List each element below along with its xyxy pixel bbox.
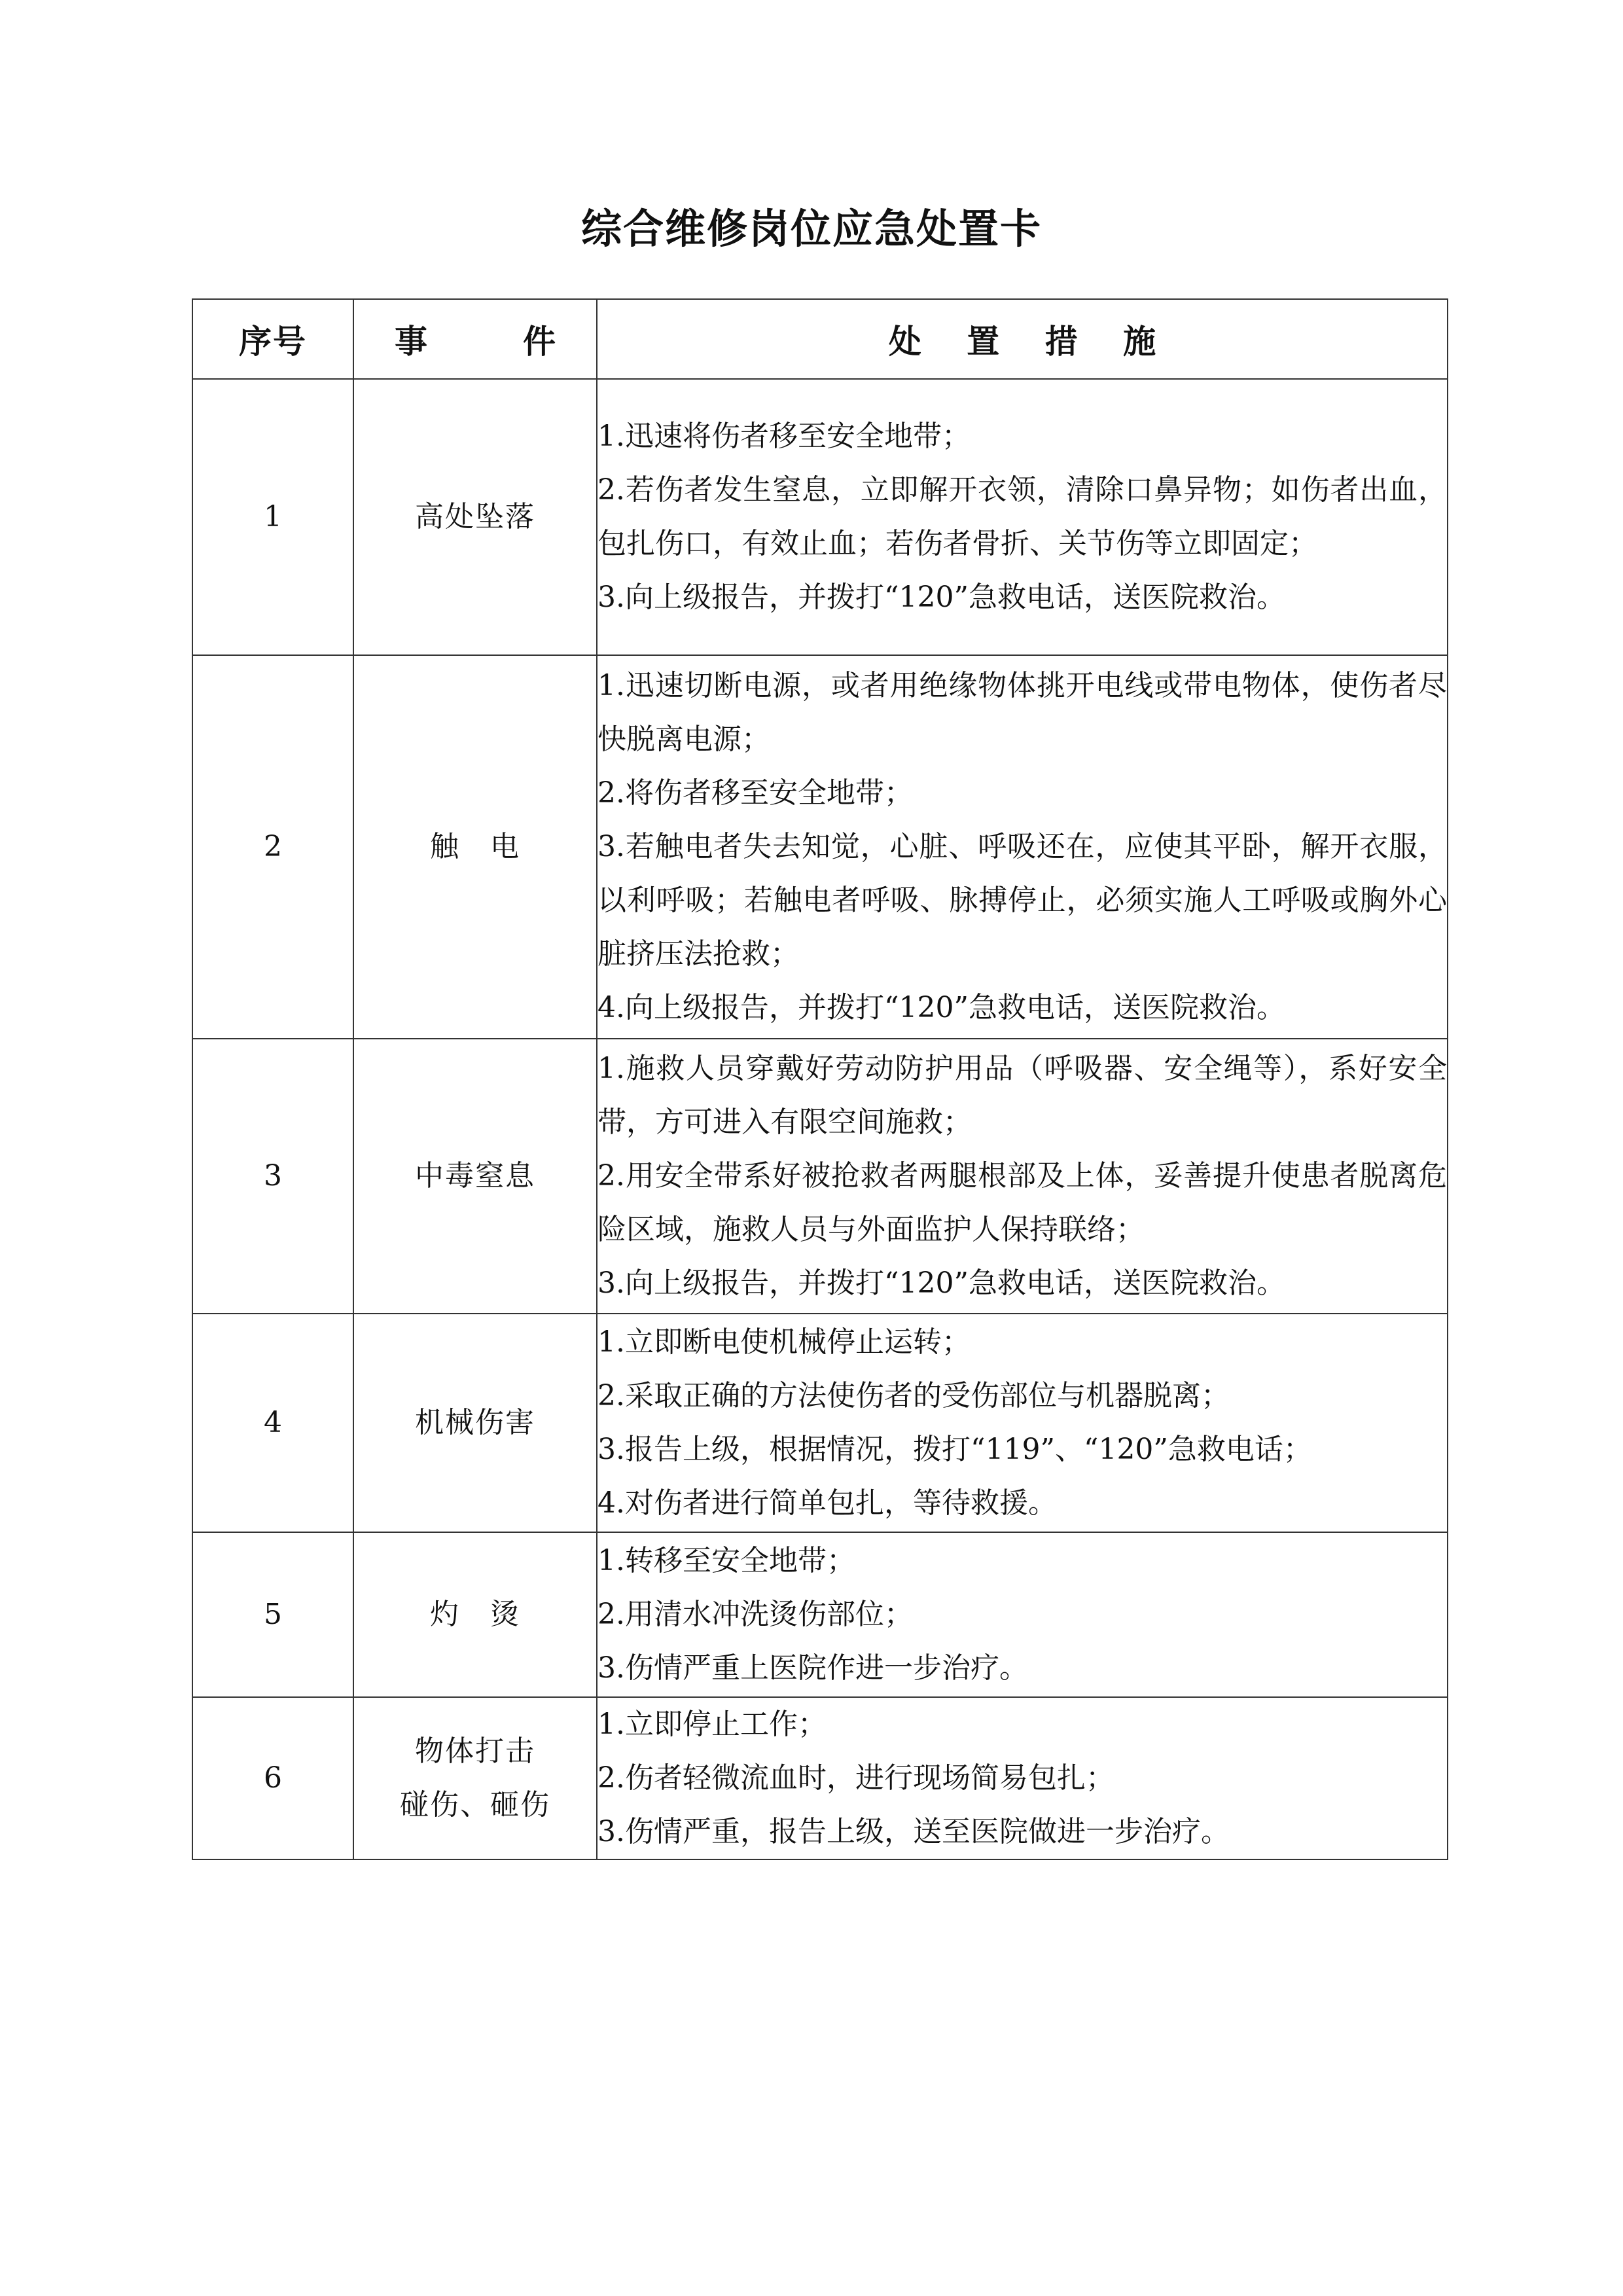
row-number: 3 bbox=[192, 1039, 353, 1314]
header-event: 事 件 bbox=[353, 299, 597, 379]
row-measures bbox=[597, 1532, 1448, 1697]
table-row bbox=[192, 1314, 1448, 1532]
measure-step: 1.施救人员穿戴好劳动防护用品（呼吸器、安全绳等），系好安全带，方可进入有限空间施救； bbox=[597, 1052, 1447, 1139]
row-event bbox=[353, 655, 597, 1039]
row-measures bbox=[597, 1314, 1448, 1532]
row-number: 1 bbox=[192, 379, 353, 655]
row-measures bbox=[597, 1039, 1448, 1314]
row-measures bbox=[597, 1697, 1448, 1859]
measure-step: 2.用清水冲洗烫伤部位； bbox=[597, 1598, 913, 1631]
event-label: 灼 烫 bbox=[430, 1598, 520, 1631]
measure-step: 3.报告上级，根据情况，拨打“119”、“120”急救电话； bbox=[597, 1433, 1312, 1466]
table-row bbox=[192, 379, 1448, 655]
row-event bbox=[353, 1532, 597, 1697]
row-number: 2 bbox=[192, 655, 353, 1039]
row-number: 6 bbox=[192, 1697, 353, 1859]
row-event bbox=[353, 1697, 597, 1859]
measure-step: 1.迅速切断电源，或者用绝缘物体挑开电线或带电物体，使伤者尽快脱离电源； bbox=[597, 669, 1447, 756]
measure-step: 3.向上级报告，并拨打“120”急救电话，送医院救治。 bbox=[597, 1266, 1285, 1300]
page-title: 综合维修岗位应急处置卡 bbox=[580, 205, 1042, 253]
table-header-row bbox=[192, 299, 1448, 379]
measure-step: 1.转移至安全地带； bbox=[597, 1544, 855, 1577]
measure-step: 3.伤情严重上医院作进一步治疗。 bbox=[597, 1651, 1028, 1685]
event-label: 机械伤害 bbox=[415, 1406, 535, 1439]
measure-step: 1.立即断电使机械停止运转； bbox=[597, 1325, 971, 1359]
event-label: 物体打击 bbox=[415, 1734, 535, 1768]
emergency-card-table bbox=[192, 298, 1448, 1860]
measure-step: 2.若伤者发生窒息，立即解开衣领，清除口鼻异物；如伤者出血，包扎伤口，有效止血；若伤者骨折、关节伤等立即固定； bbox=[597, 473, 1447, 560]
measure-step: 2.用安全带系好被抢救者两腿根部及上体，妥善提升使患者脱离危险区域，施救人员与外面监护人保持联络； bbox=[597, 1159, 1447, 1246]
header-measures: 处 置 措 施 bbox=[597, 299, 1448, 379]
measure-step: 2.采取正确的方法使伤者的受伤部位与机器脱离； bbox=[597, 1379, 1230, 1412]
measure-step: 4.向上级报告，并拨打“120”急救电话，送医院救治。 bbox=[597, 991, 1285, 1024]
row-measures bbox=[597, 655, 1448, 1039]
measure-step: 3.向上级报告，并拨打“120”急救电话，送医院救治。 bbox=[597, 581, 1285, 614]
table-row bbox=[192, 1039, 1448, 1314]
table-row bbox=[192, 655, 1448, 1039]
measure-step: 3.若触电者失去知觉，心脏、呼吸还在，应使其平卧，解开衣服，以利呼吸；若触电者呼吸、脉搏停止，必须实施人工呼吸或胸外心脏挤压法抢救； bbox=[597, 830, 1447, 971]
event-label: 触 电 bbox=[430, 830, 520, 863]
measure-step: 1.迅速将伤者移至安全地带； bbox=[597, 420, 971, 453]
measure-step: 3.伤情严重，报告上级，送至医院做进一步治疗。 bbox=[597, 1815, 1230, 1848]
row-event bbox=[353, 1039, 597, 1314]
row-event bbox=[353, 1314, 597, 1532]
event-label: 中毒窒息 bbox=[415, 1159, 535, 1193]
event-label: 碰伤、砸伤 bbox=[400, 1788, 550, 1821]
row-measures bbox=[597, 379, 1448, 655]
row-number: 5 bbox=[192, 1532, 353, 1697]
measure-step: 2.将伤者移至安全地带； bbox=[597, 776, 913, 810]
row-event bbox=[353, 379, 597, 655]
measure-step: 1.立即停止工作； bbox=[597, 1708, 827, 1741]
measure-step: 2.伤者轻微流血时，进行现场简易包扎； bbox=[597, 1761, 1115, 1795]
table-row bbox=[192, 1532, 1448, 1697]
header-serial-number: 序号 bbox=[192, 299, 353, 379]
table-row bbox=[192, 1697, 1448, 1859]
row-number: 4 bbox=[192, 1314, 353, 1532]
event-label: 高处坠落 bbox=[415, 500, 535, 533]
measure-step: 4.对伤者进行简单包扎，等待救援。 bbox=[597, 1486, 1057, 1520]
